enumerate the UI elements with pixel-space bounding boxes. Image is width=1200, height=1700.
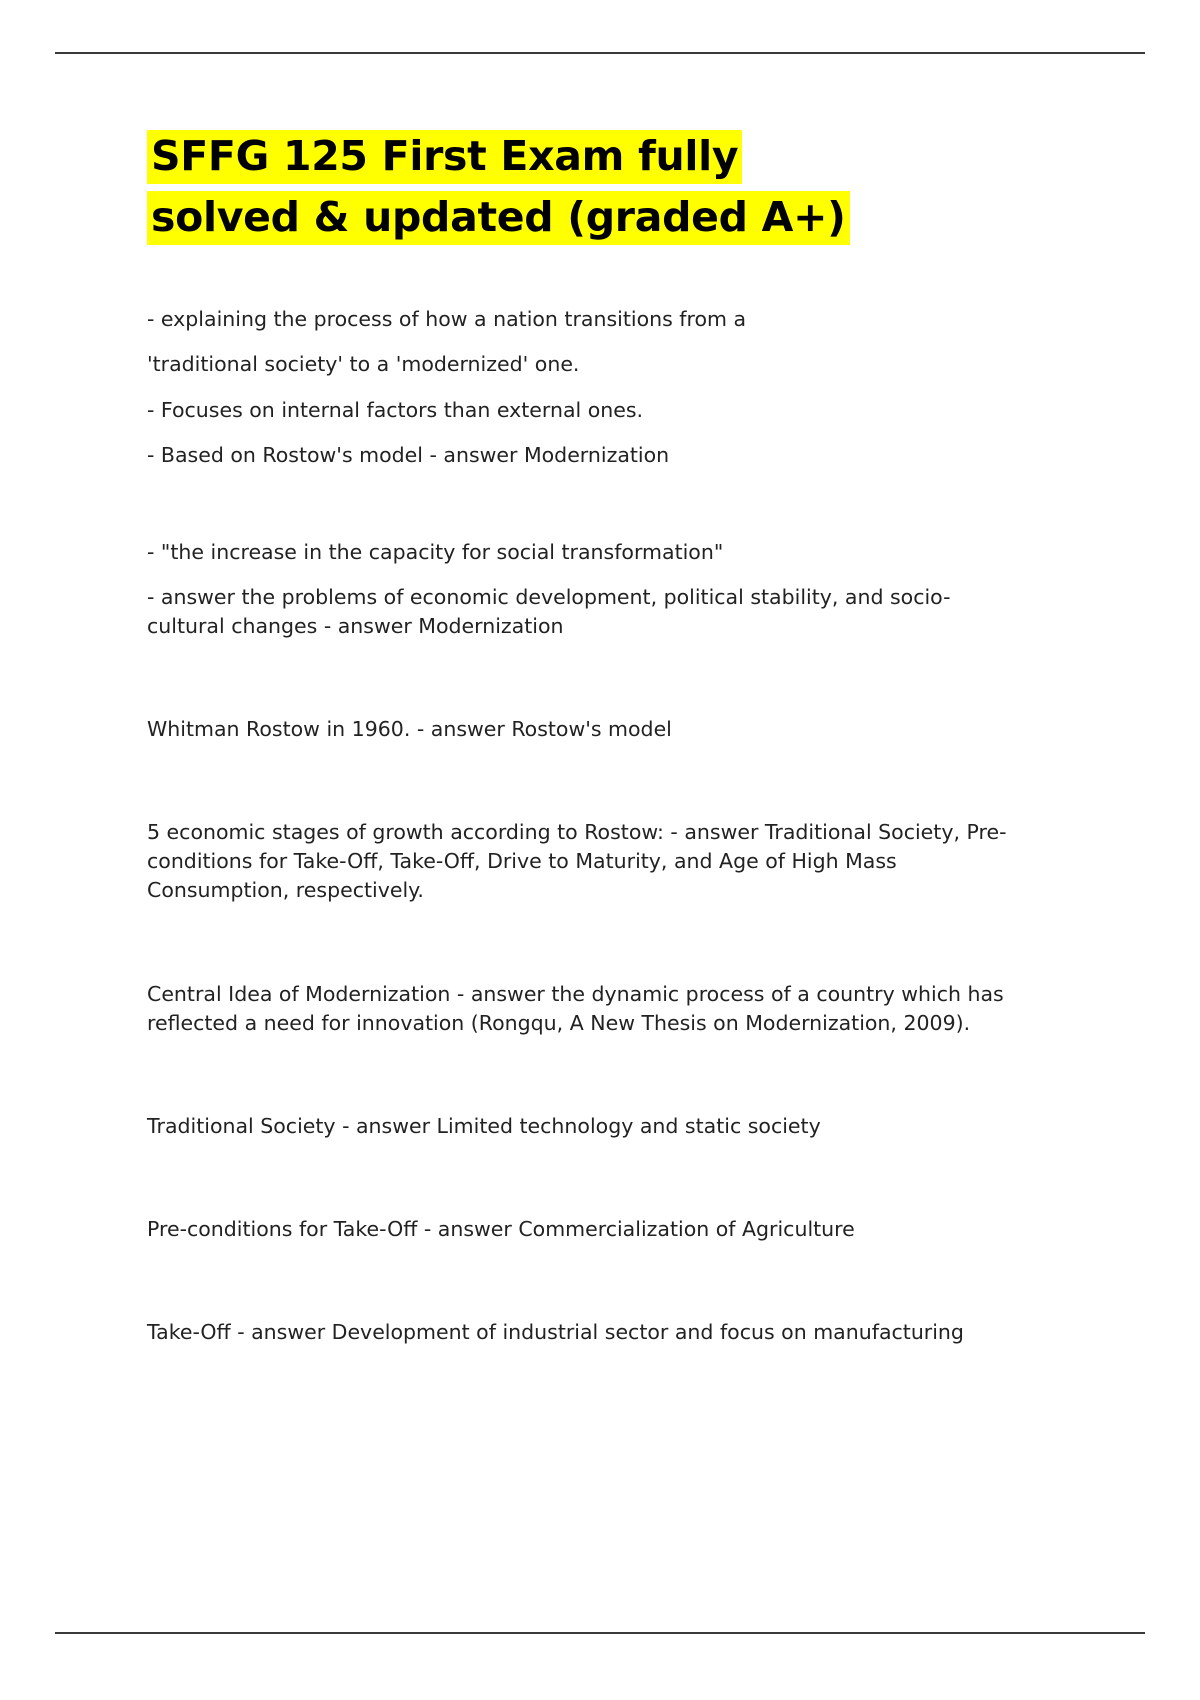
qa-block-6 [147,1112,1062,1141]
spacer [147,964,1062,980]
spacer [147,802,1062,818]
qa-line: - explaining the process of how a nation transitions from a [147,307,747,332]
spacer [147,1096,1062,1112]
qa-paragraph: - answer the problems of economic development, political stability, and socio-cultural changes - answer Modernization [147,584,951,638]
header-divider [55,52,1145,54]
spacer [147,512,1062,538]
page-title [147,126,1062,247]
page-title-line-2: solved & updated (graded A+) [147,191,850,245]
spacer [147,1244,1062,1302]
spacer [147,567,1062,583]
spacer [147,1302,1062,1318]
spacer [147,641,1062,699]
spacer [147,380,1062,396]
qa-paragraph: Take-Off - answer Development of industrial sector and focus on manufacturing [147,1319,964,1344]
spacer [147,1141,1062,1199]
qa-paragraph: Pre-conditions for Take-Off - answer Commercialization of Agriculture [147,1216,855,1241]
qa-paragraph: Whitman Rostow in 1960. - answer Rostow's model [147,717,672,742]
qa-block-2 [147,538,1062,641]
qa-block-1 [147,305,1062,469]
spacer [147,1038,1062,1096]
spacer [147,906,1062,964]
qa-block-5 [147,980,1062,1038]
qa-block-8 [147,1318,1062,1347]
qa-line: - "the increase in the capacity for social transformation" [147,539,724,564]
qa-line: - Focuses on internal factors than external ones. [147,397,644,422]
qa-line: - Based on Rostow's model - answer Modernization [147,442,670,467]
spacer [147,470,1062,512]
spacer [147,1199,1062,1215]
qa-paragraph: Central Idea of Modernization - answer the dynamic process of a country which has reflected a need for innovation (Rongqu, A New Thesis on Modernization, 2009). [147,981,1004,1035]
spacer [147,425,1062,441]
spacer [147,699,1062,715]
qa-line: 'traditional society' to a 'modernized' one. [147,352,580,377]
document-content [147,126,1062,1347]
spacer [147,247,1062,305]
qa-block-3 [147,715,1062,744]
qa-paragraph: 5 economic stages of growth according to Rostow: - answer Traditional Society, Pre-conditions for Take-Off, Take-Off, Drive to Maturity, and Age of High Mass Consumption, respectively. [147,820,1007,903]
footer-divider [55,1632,1145,1634]
qa-block-7 [147,1215,1062,1244]
qa-block-4 [147,818,1062,905]
page-title-line-1: SFFG 125 First Exam fully [147,130,742,184]
spacer [147,334,1062,350]
qa-paragraph: Traditional Society - answer Limited technology and static society [147,1113,821,1138]
spacer [147,744,1062,802]
